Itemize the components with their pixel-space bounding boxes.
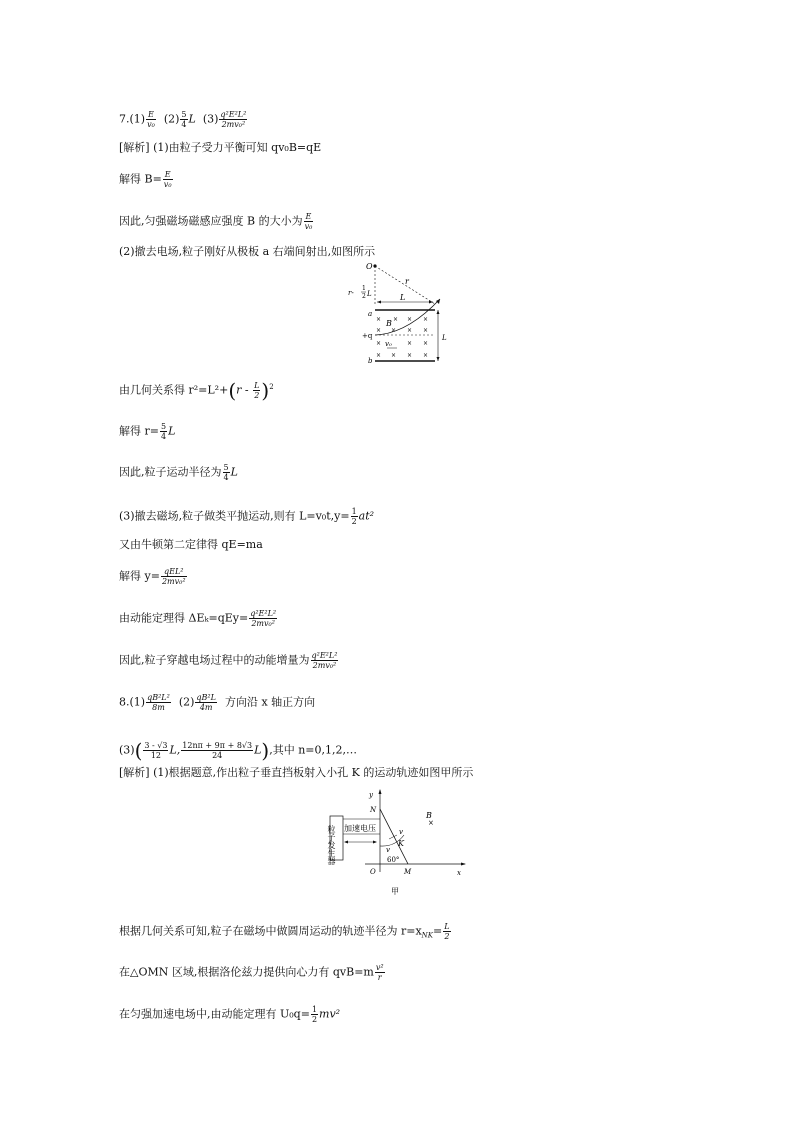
q7-step-9: 又由牛顿第二定律得 qE=ma [119,538,263,551]
fig2-emitter-label: 粒子发生器 [327,825,336,865]
q8-step-4: 在匀强加速电场中,由动能定理有 U₀q= $\frac{1}{2}$ mv² [119,1005,341,1024]
fig1-cross: × [376,316,382,323]
q7-step-4: (2)撤去电场,粒子刚好从极板 a 右端间射出,如图所示 [119,245,376,258]
fig1-label-L-right: L [442,334,447,342]
fig1-cross: × [423,327,429,334]
fig2-label-M: M [404,868,412,876]
fig2-accel-label: 加速电压 [344,824,376,833]
fig2-label-angle: 60° [387,856,400,864]
fig1-cross: × [423,316,429,323]
fig1-cross: × [407,352,413,359]
fig2-label-B: B [426,811,432,820]
fig1-cross: × [407,327,413,334]
fig2-label-K: K [398,839,404,848]
q7-answers: 7.(1) $\frac{E}{\text{v₀}}$ (2) $\frac{5}{4}$ L (3) $\frac{\text{q²E²L²}}{\text{2mv₀²}}$ [119,110,247,129]
q7-step-12: 因此,粒子穿越电场过程中的动能增量为 $\frac{\text{q²E²L²}}{\text{2mv₀²}}$ [119,651,338,670]
fig1-cross: × [407,340,413,347]
fig2-label-v-bottom: v [386,846,390,854]
figure-1-diagram [345,258,455,370]
q7-step-1: [解析] (1)由粒子受力平衡可知 qv₀B=qE [119,141,322,154]
q8-answers: 8.(1) $\frac{\text{qB²L²}}{8m}$ (2) $\frac{\text{qB²L}}{4m}$ 方向沿 x 轴正方向 [119,693,316,712]
q7-step-3: 因此,匀强磁场磁感应强度 B 的大小为 $\frac{E}{\text{v₀}}$ [119,212,313,231]
fig1-label-B: B [386,319,392,328]
fig2-label-O: O [370,868,376,876]
fig1-half-num: 1 [362,285,366,292]
figure-2-diagram [325,787,470,899]
fig1-label-r: r [405,277,409,286]
q8-step-3: 在△OMN 区域,根据洛伦兹力提供向心力有 qvB=m $\frac{\text{v²}}{r}$ [119,963,384,982]
q7-step-8: (3)撤去磁场,粒子做类平抛运动,则有 L=v₀t,y= $\frac{1}{2}$ at² [119,507,375,526]
fig2-label-v-top: v [399,828,403,836]
fig1-label-r-minus: r- [348,289,354,297]
fig1-field-crosses [376,316,428,359]
q7-step-10: 解得 y= $\frac{\text{qEL²}}{\text{2mv₀²}}$ [119,567,186,586]
fig1-label-L-left: L [367,290,372,298]
fig2-cross: × [428,819,434,827]
fig1-label-L-top: L [400,293,406,302]
fig1-cross: × [407,316,413,323]
fig1-label-plus-q: +q [362,332,373,340]
fig1-cross: × [376,327,382,334]
fig1-label-b: b [368,357,373,365]
q7-step-11: 由动能定理得 ΔEₖ=qEy= $\frac{\text{q²E²L²}}{\text{2mv₀²}}$ [119,609,277,628]
q7-step-2: 解得 B= $\frac{E}{\text{v₀}}$ [119,170,172,189]
q7-step-5: 由几何关系得 r²=L²+(r - $\frac{L}{2}$ )$^2$ [119,378,274,403]
q8-answer-3: (3)( $\frac{3 - √3}{12}$ L, $\frac{12n\pi + 9\pi + 8√3}{24}$ L),其中 n=0,1,2,… [119,738,357,763]
fig1-cross: × [393,316,399,323]
q7-step-6: 解得 r= $\frac{5}{4}$ L [119,422,176,441]
fig1-cross: × [391,352,397,359]
q7-step-7: 因此,粒子运动半径为 $\frac{5}{4}$ L [119,463,238,482]
fig2-label-y: y [369,791,373,799]
fig1-label-v0: v₀ [385,340,392,348]
fig1-half-den: 2 [362,293,366,300]
fig1-label-O: O [366,262,373,271]
fig1-cross: × [376,352,382,359]
fig1-cross: × [423,352,429,359]
fig1-cross: × [391,327,397,334]
fig1-cross: × [423,340,429,347]
fig2-label-N: N [370,806,377,814]
fig1-label-a: a [368,310,373,318]
q8-step-2: 根据几何关系可知,粒子在磁场中做圆周运动的轨迹半径为 $r=x_{NK}=$ $\frac{L}{2}$ [119,922,450,941]
q8-step-1: [解析] (1)根据题意,作出粒子垂直挡板射入小孔 K 的运动轨迹如图甲所示 [119,766,474,779]
fig2-label-x: x [457,869,461,877]
fig1-cross: × [376,340,382,347]
fig2-caption: 甲 [391,887,399,896]
